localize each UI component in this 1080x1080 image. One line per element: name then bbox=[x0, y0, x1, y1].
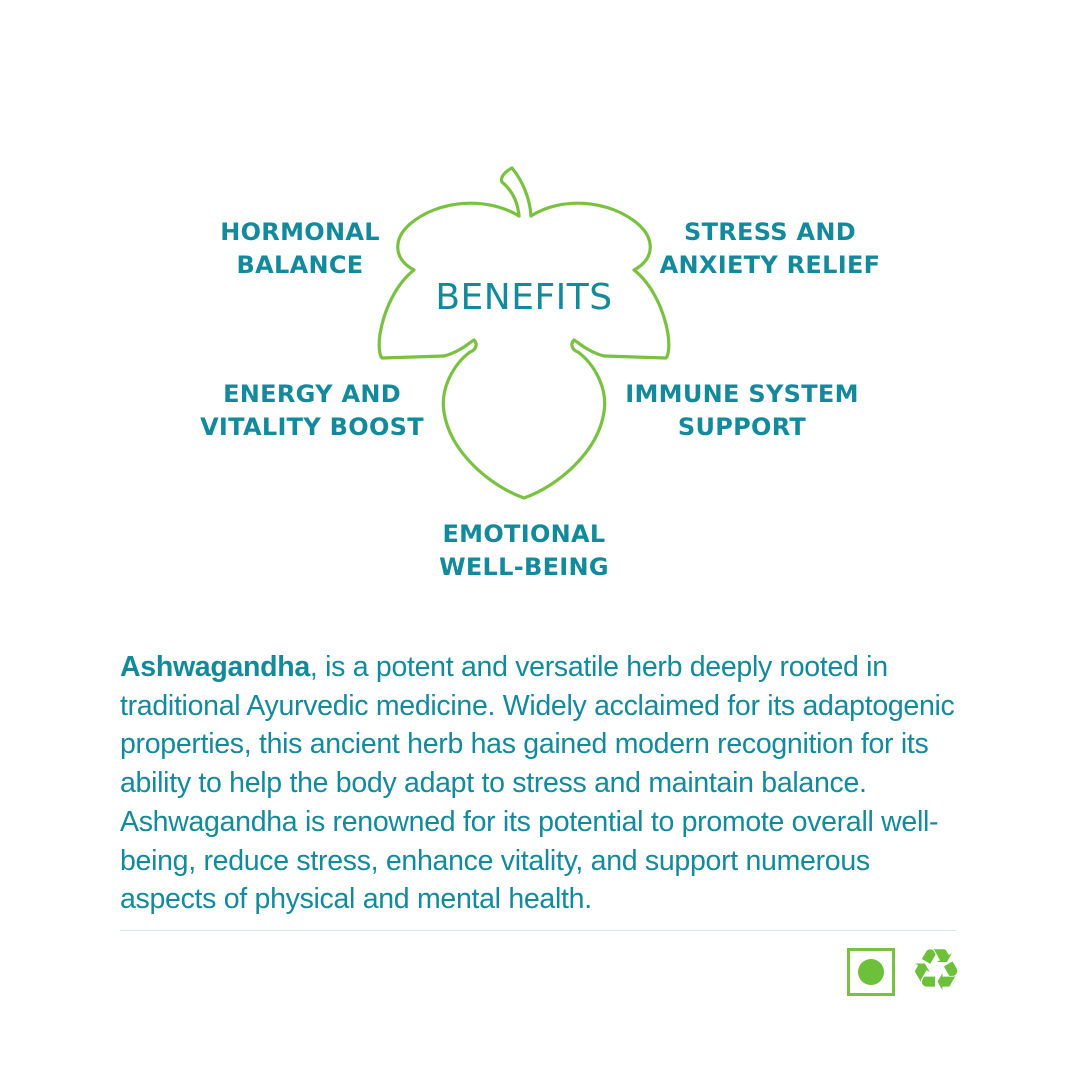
product-name-highlight: Ashwagandha bbox=[120, 651, 310, 683]
product-description bbox=[120, 648, 970, 919]
benefit-label-line1: IMMUNE SYSTEM bbox=[625, 380, 859, 408]
benefit-label-line2: ANXIETY RELIEF bbox=[659, 251, 881, 279]
benefit-label-line2: SUPPORT bbox=[677, 413, 807, 441]
benefit-immune-system-support bbox=[625, 378, 859, 444]
benefit-emotional-well-being bbox=[439, 518, 609, 584]
benefits-title: BENEFITS bbox=[435, 277, 613, 318]
benefit-label-line2: BALANCE bbox=[236, 251, 364, 279]
benefit-label-line1: STRESS AND bbox=[684, 218, 856, 246]
benefit-label-line2: VITALITY BOOST bbox=[200, 413, 424, 441]
benefit-energy-vitality-boost bbox=[200, 378, 424, 444]
veg-dot bbox=[858, 959, 884, 985]
description-text: , is a potent and versatile herb deeply rooted in traditional Ayurvedic medicine. Widely acclaimed for its adaptogenic properties, this ancient herb has gained modern recognition for its ability to help the body adapt to stress and maintain balance. Ashwagandha is renowned for its potential to promote overall well-being, reduce stress, enhance vitality, and support numerous aspects of physical and mental health. bbox=[120, 651, 955, 916]
benefit-label-line1: HORMONAL bbox=[220, 218, 380, 246]
benefit-label-line1: EMOTIONAL bbox=[442, 520, 606, 548]
footer-divider bbox=[120, 930, 956, 931]
benefit-label-line1: ENERGY AND bbox=[223, 380, 401, 408]
veg-symbol-icon bbox=[847, 948, 895, 996]
benefit-stress-anxiety-relief bbox=[660, 216, 881, 282]
benefit-hormonal-balance bbox=[220, 216, 380, 282]
benefit-label-line2: WELL-BEING bbox=[439, 553, 609, 581]
recycle-icon: ♻ bbox=[910, 936, 962, 1004]
